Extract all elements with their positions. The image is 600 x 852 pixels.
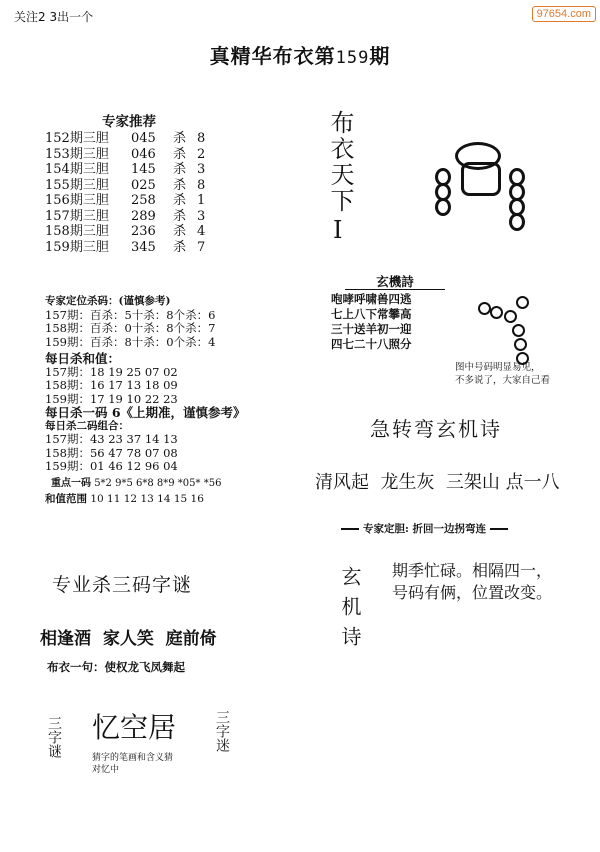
- position-kill-block: [45, 295, 275, 507]
- bead-shape: [514, 338, 527, 351]
- expert-row: [45, 224, 205, 240]
- figure-note: [455, 361, 550, 387]
- position-kill-row: 158期：百杀：0十杀：8个杀：7: [45, 321, 216, 335]
- expert-list: [45, 131, 205, 255]
- expert-row-kill: 杀: [173, 239, 187, 255]
- page-title: [0, 40, 600, 69]
- figure-note-line: 图中号码明显易见，: [455, 362, 541, 373]
- ring-shape: [461, 162, 501, 196]
- sum-range-label: 和值范围: [45, 493, 87, 505]
- xuanji-poem-line: 三十送羊初一迎: [331, 322, 412, 336]
- urgent-title: 急转弯玄机诗: [370, 417, 502, 441]
- expert-row-k: 1: [197, 193, 206, 208]
- expert-row-kill: 杀: [173, 208, 187, 224]
- expert-row-k: 3: [197, 162, 206, 177]
- expert-row: [45, 193, 205, 209]
- xuanji-text-line: 号码有俩，位置改变。: [392, 583, 553, 602]
- expert-row: [45, 209, 205, 225]
- xuanji-poem-box: [331, 274, 459, 352]
- expert-row: [45, 178, 205, 194]
- daily-one-code: 每日杀一码 6《上期准，谨慎参考》: [45, 405, 246, 420]
- key-point-label: 重点一码: [51, 477, 91, 489]
- expert-row-k: 2: [197, 146, 206, 162]
- bead-shape: [516, 296, 529, 309]
- key-point-values: 5*2 9*5 6*8 8*9 *05* *56: [94, 477, 222, 489]
- xuanji-text-line: 期季忙碌。相隔四一，: [392, 561, 553, 580]
- expert-row-kill: 杀: [173, 162, 187, 177]
- expert-row-kill: 杀: [173, 131, 187, 146]
- xuanji-vertical: 玄机诗: [338, 566, 362, 656]
- expert-row-nums: 145: [131, 162, 156, 177]
- title-suffix: 期: [369, 44, 391, 68]
- expert-row-issue: 152期三胆: [45, 131, 109, 146]
- riddle-note-line: 对忆中: [92, 765, 120, 775]
- expert-row-nums: 258: [131, 193, 156, 208]
- daily-two-row: 158期：56 47 78 07 08: [45, 445, 178, 460]
- daily-sum-row: 159期：17 19 10 22 23: [45, 391, 178, 406]
- sum-range-row: [45, 493, 275, 507]
- kill-three-title: 专业杀三码字谜: [52, 574, 193, 596]
- expert-row-nums: 045: [131, 131, 156, 146]
- title-text: 真精华布衣第: [209, 44, 336, 68]
- expert-row: [45, 240, 205, 256]
- daily-sum-row: 158期：16 17 13 18 09: [45, 378, 178, 392]
- expert-row-k: 8: [197, 131, 206, 146]
- expert-row-issue: 156期三胆: [45, 193, 109, 208]
- divider: [490, 528, 508, 530]
- bead-shape: [512, 324, 525, 337]
- expert-row-nums: 046: [131, 146, 156, 162]
- xuanji-poem-line: 七上八下常攀高: [331, 307, 412, 321]
- expert-row-issue: 153期三胆: [45, 146, 109, 162]
- expert-row-issue: 154期三胆: [45, 162, 109, 177]
- expert-row-k: 7: [197, 239, 206, 255]
- kill-three-line: 相逢酒 家人笑 庭前倚: [40, 629, 217, 649]
- bead-shape: [490, 306, 503, 319]
- budai-roman: I: [333, 216, 343, 244]
- expert-row: [45, 147, 205, 163]
- expert-row-issue: 158期三胆: [45, 224, 109, 239]
- riddle-note: [92, 752, 173, 776]
- expert-row: [45, 162, 205, 178]
- expert-row-k: 3: [197, 208, 206, 224]
- position-kill-row: 159期：百杀：8十杀：0个杀：4: [45, 334, 216, 349]
- expert-row-nums: 345: [131, 239, 156, 255]
- expert-row-kill: 杀: [173, 146, 187, 162]
- expert-dan-text: 专家定胆: 折回一边拐弯连: [363, 523, 487, 535]
- expert-row-k: 4: [197, 224, 206, 239]
- riddle-left: 三字谜: [46, 716, 62, 758]
- expert-row-kill: 杀: [173, 177, 187, 193]
- bead-chain-figure: [472, 290, 542, 370]
- daily-sum-header: 每日杀和值：: [45, 351, 121, 366]
- xuanji-poem-line: 四七二十八照分: [331, 337, 412, 351]
- expert-row-nums: 236: [131, 224, 156, 239]
- daily-two-header: 每日杀二码组合：: [45, 419, 129, 432]
- xuanji-poem-line: 咆哮呼啸兽四逃: [331, 292, 412, 306]
- budai-vertical-title: 布衣天下: [326, 110, 354, 214]
- expert-row-k: 8: [197, 177, 206, 193]
- riddle-right: 三字迷: [214, 710, 230, 752]
- expert-row-nums: 289: [131, 208, 156, 224]
- sum-range-values: 10 11 12 13 14 15 16: [90, 493, 204, 505]
- urgent-line: 清风起 龙生灰 三架山 点一八: [315, 472, 560, 493]
- expert-row: [45, 131, 205, 147]
- expert-row-kill: 杀: [173, 224, 187, 239]
- daily-two-row: 157期：43 23 37 14 13: [45, 432, 178, 446]
- daily-sum-row: 157期：18 19 25 07 02: [45, 364, 178, 379]
- xuanji-poem-header: 玄機詩: [345, 274, 445, 290]
- site-watermark: 97654.com: [532, 6, 596, 22]
- expert-row-issue: 155期三胆: [45, 177, 109, 193]
- xuanji-text: [392, 560, 552, 604]
- ring-shape: [509, 213, 525, 231]
- expert-dan-row: [341, 521, 541, 536]
- position-kill-header: 专家定位杀码：(谨慎参考): [45, 295, 171, 307]
- bead-shape: [504, 310, 517, 323]
- expert-row-nums: 025: [131, 177, 156, 193]
- title-issue: 159: [335, 48, 370, 68]
- figure-note-line: 不多说了，大家自己看: [455, 375, 551, 386]
- riddle-center: 忆空居: [92, 711, 177, 744]
- top-note: 关注2 3出一个: [14, 10, 94, 24]
- expert-row-kill: 杀: [173, 193, 187, 208]
- position-kill-row: 157期：百杀：5十杀：8个杀：6: [45, 307, 216, 322]
- expert-row-issue: 157期三胆: [45, 208, 109, 224]
- expert-header: 专家推荐: [102, 114, 156, 130]
- daily-two-row: 159期：01 46 12 96 04: [45, 459, 178, 473]
- budai-saying: 布衣一句：使权龙飞凤舞起: [47, 660, 185, 674]
- expert-row-issue: 159期三胆: [45, 239, 109, 255]
- divider: [341, 528, 359, 530]
- ring-puzzle-figure: [425, 140, 545, 260]
- riddle-note-line: 猜字的笔画和含义猜: [92, 753, 174, 763]
- ring-shape: [435, 198, 451, 216]
- key-point-row: [45, 477, 275, 491]
